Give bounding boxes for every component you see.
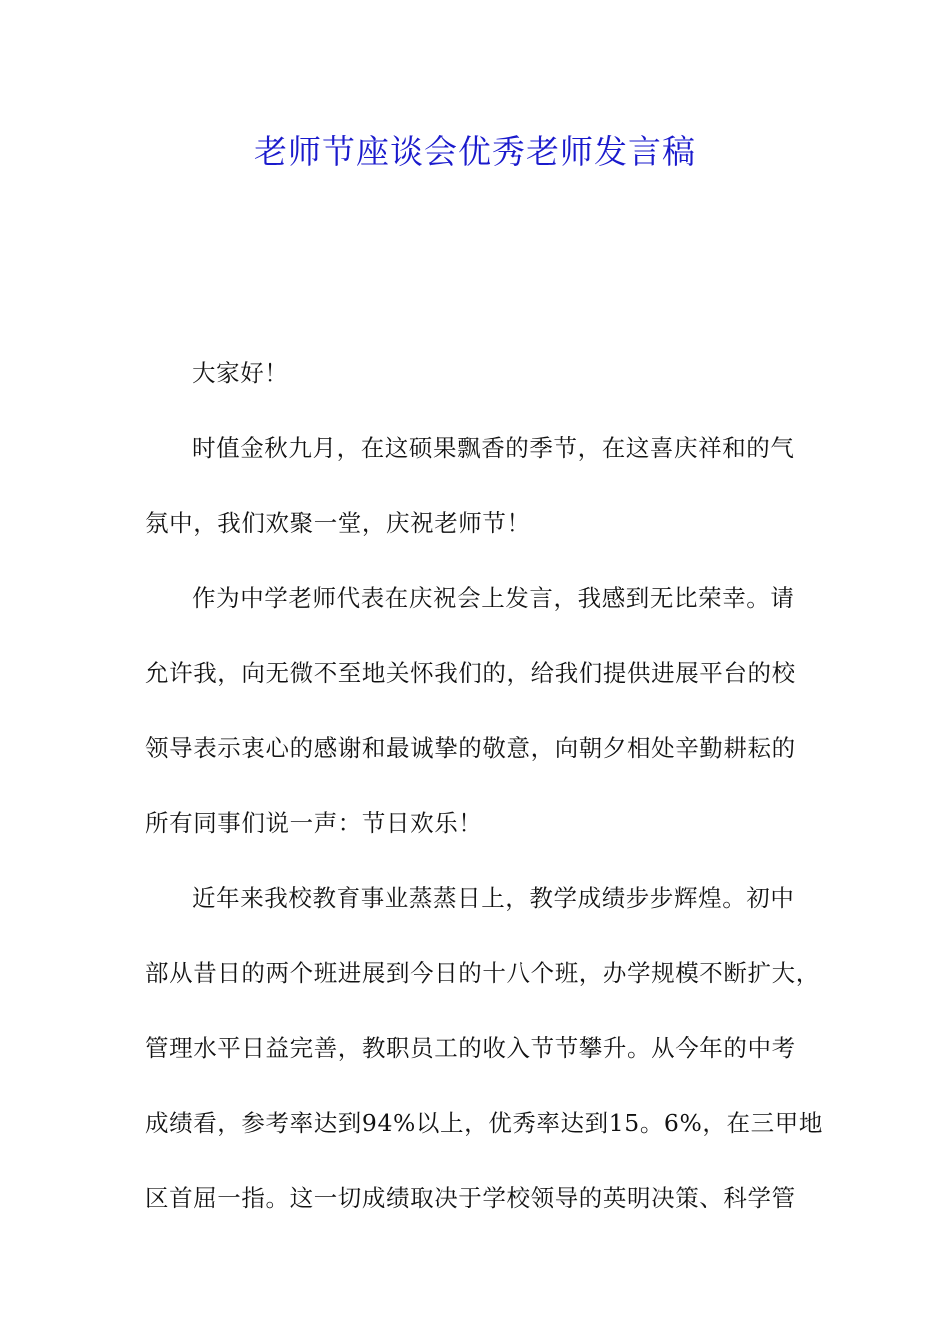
text-line: 作为中学老师代表在庆祝会上发言，我感到无比荣幸。请 [192, 584, 795, 612]
text-line: 时值金秋九月，在这硕果飘香的季节，在这喜庆祥和的气 [192, 434, 795, 462]
text-line: 所有同事们说一声：节日欢乐！ [145, 809, 483, 837]
document-title: 老师节座谈会优秀老师发言稿 [254, 132, 696, 171]
text-line: 允许我，向无微不至地关怀我们的，给我们提供进展平台的校 [145, 659, 796, 687]
text-line: 管理水平日益完善，教职员工的收入节节攀升。从今年的中考 [145, 1034, 796, 1062]
paragraph-achievements [145, 861, 835, 1236]
text-line: 领导表示衷心的感谢和最诚挚的敬意，向朝夕相处辛勤耕耘的 [145, 734, 796, 762]
text-line: 氛中，我们欢聚一堂，庆祝老师节！ [145, 509, 531, 537]
paragraph-greeting [145, 336, 835, 411]
paragraph-thanks [145, 561, 835, 861]
text-line: 区首屈一指。这一切成绩取决于学校领导的英明决策、科学管 [145, 1184, 796, 1212]
text-line: 部从昔日的两个班进展到今日的十八个班，办学规模不断扩大， [145, 959, 820, 987]
document-body [145, 336, 835, 1236]
text-line: 大家好！ [192, 359, 289, 387]
text-line: 近年来我校教育事业蒸蒸日上，教学成绩步步辉煌。初中 [192, 884, 795, 912]
paragraph-opening [145, 411, 835, 561]
text-line: 成绩看，参考率达到94%以上，优秀率达到15。6%，在三甲地 [145, 1109, 823, 1137]
